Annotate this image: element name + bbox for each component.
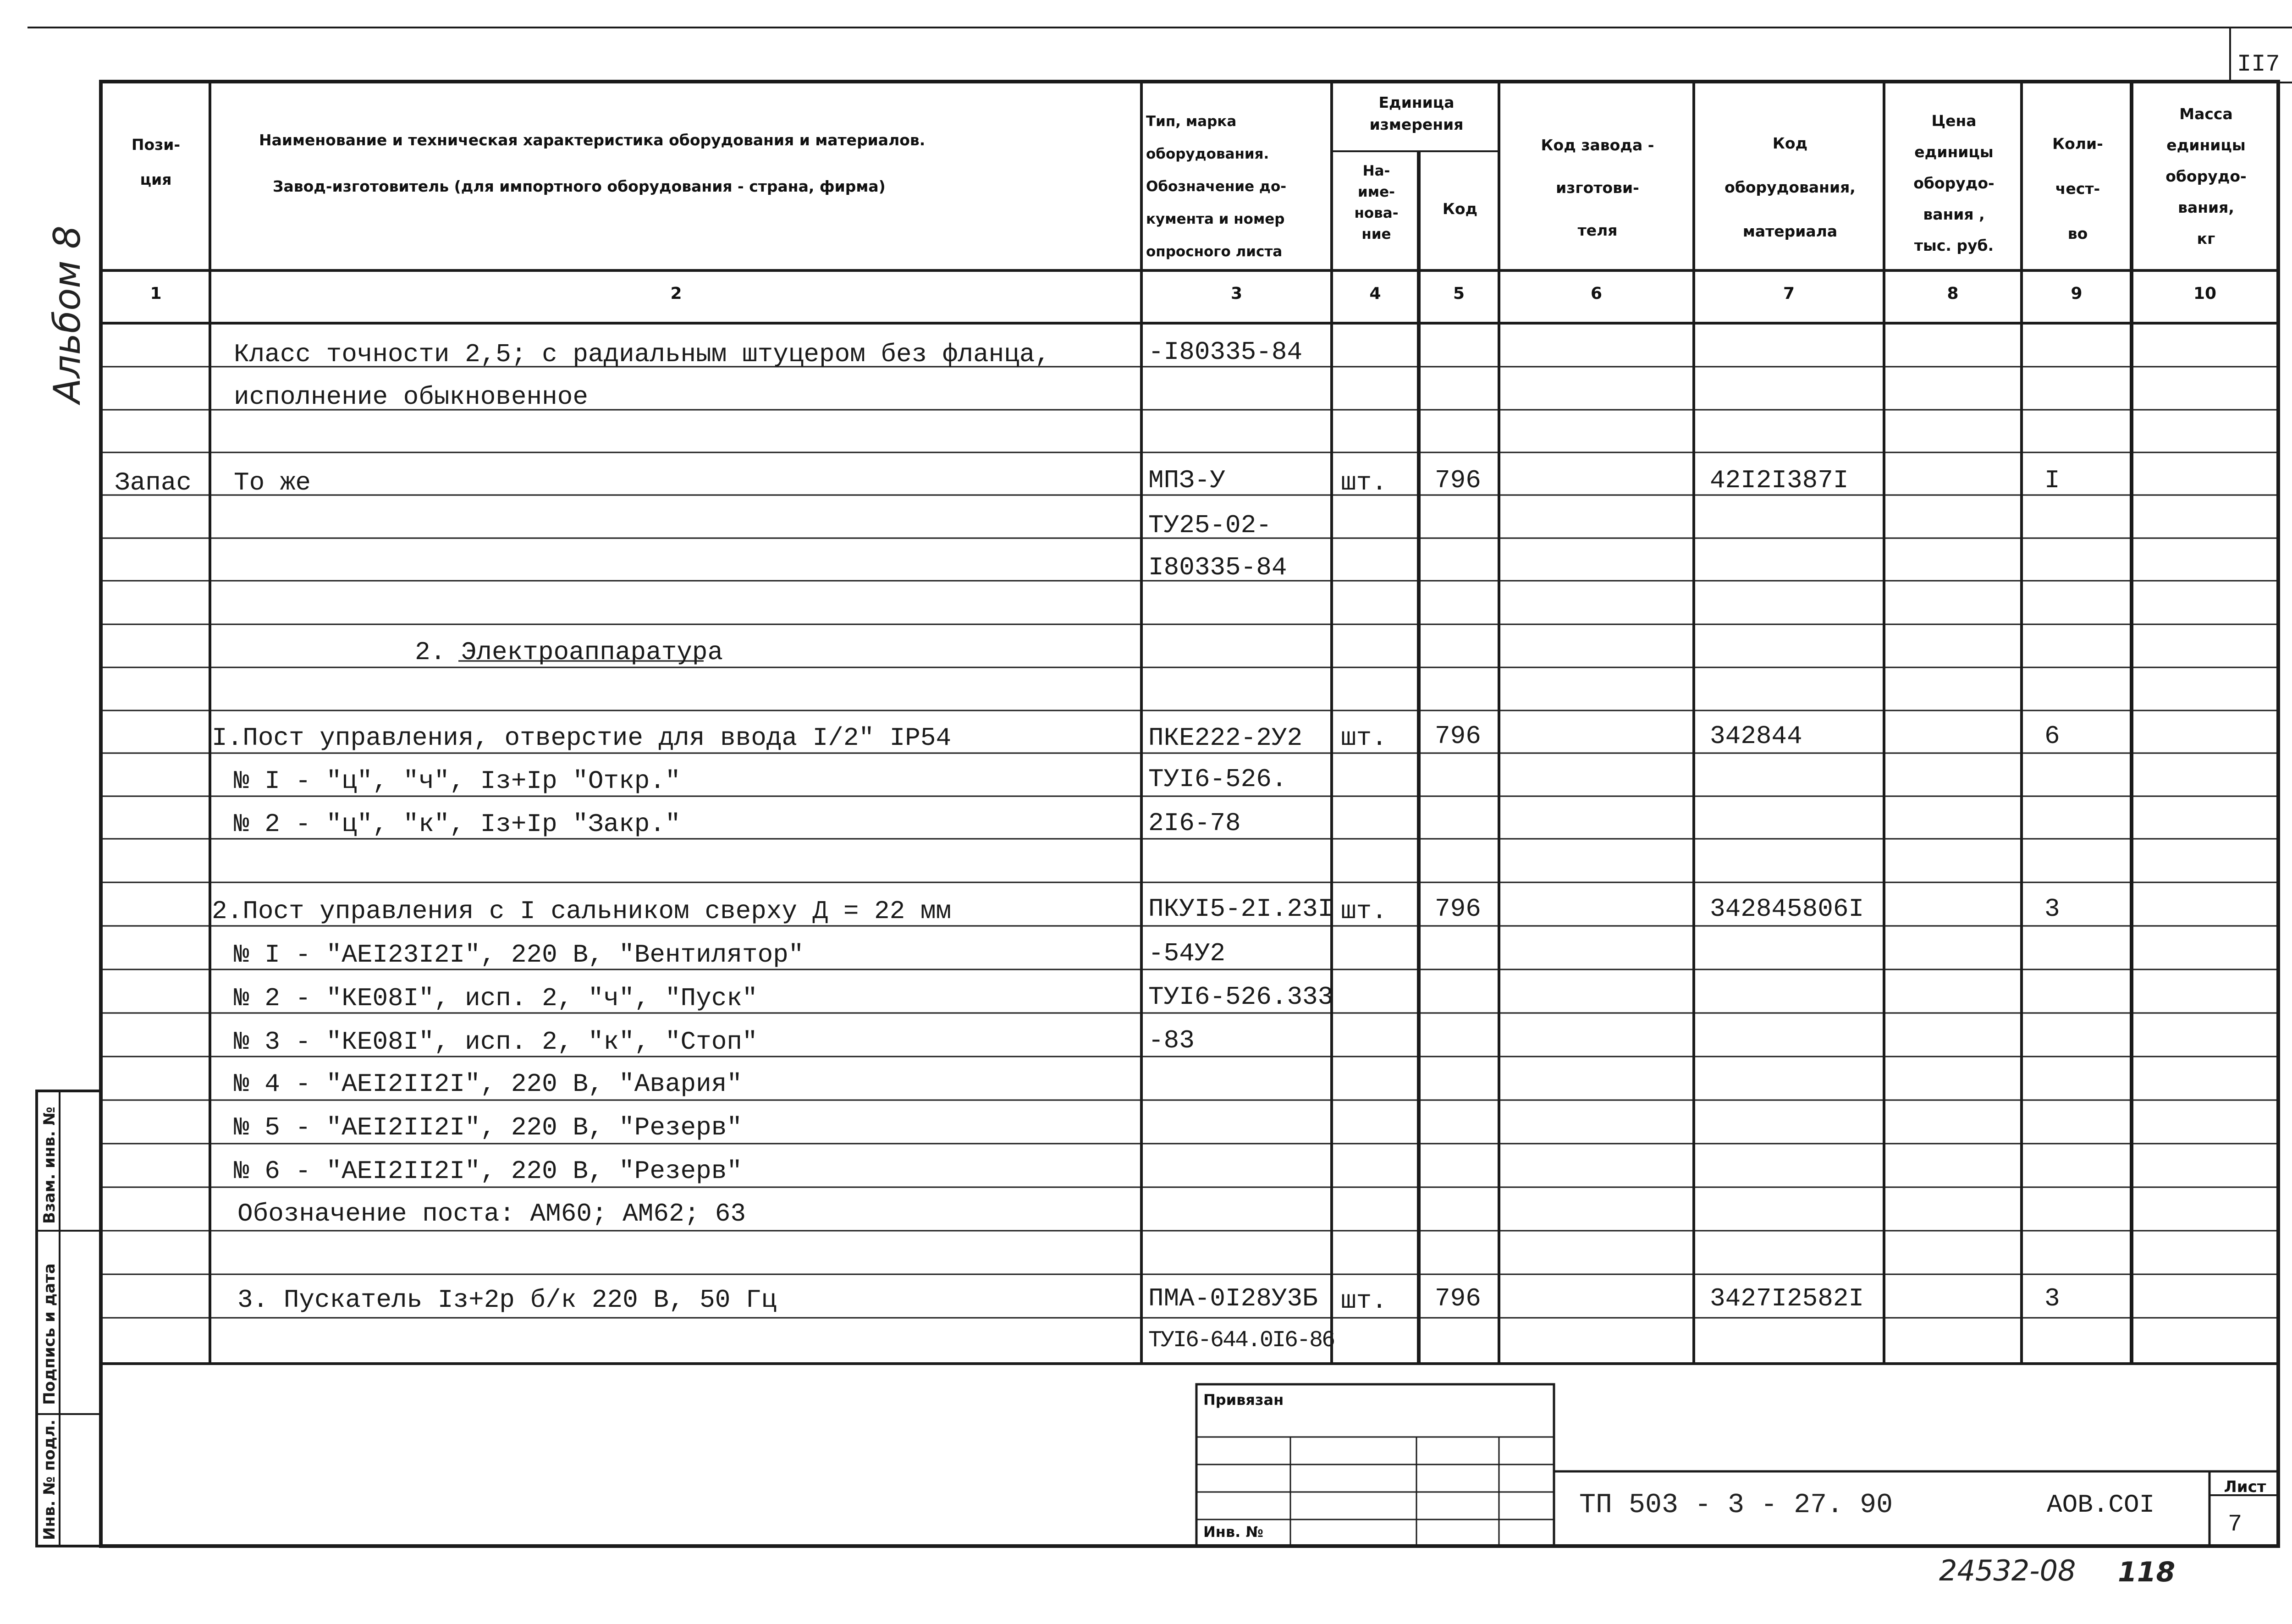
row-unit: шт. — [1341, 468, 1387, 497]
row-type: -54У2 — [1148, 939, 1226, 968]
row-name: 2.Пост управления с I сальником сверху Д = 22 мм — [212, 897, 952, 926]
col-number-2: 2 — [670, 284, 682, 303]
stamp-replacement-inv: Взам. инв. № — [40, 1107, 59, 1224]
row-quantity: 3 — [2044, 894, 2060, 924]
row-equipment-code: 342845806I — [1710, 894, 1864, 924]
col-number-5: 5 — [1453, 284, 1465, 303]
header-unit-code: Код — [1442, 200, 1478, 218]
stamp-inv-original: Инв. № подл. — [40, 1419, 59, 1540]
row-equipment-code: 42I2I387I — [1710, 466, 1849, 495]
row-quantity: I — [2044, 466, 2060, 495]
row-unit: шт. — [1341, 897, 1387, 926]
row-name: Обозначение поста: АМ60; АМ62; 63 — [237, 1199, 746, 1228]
section-heading: 2. Электроаппаратура — [415, 638, 723, 667]
row-type: -83 — [1148, 1026, 1195, 1055]
row-type: ТУI6-526.333 — [1148, 982, 1333, 1012]
row-name: № 6 - "АЕI2II2I", 220 В, "Резерв" — [234, 1156, 742, 1186]
col-number-8: 8 — [1947, 284, 1959, 303]
header-price: Цена единицы оборудо- вания , тыс. руб. — [1913, 112, 1994, 254]
header-plant-code: Код завода - изготови- теля — [1541, 136, 1654, 239]
header-name: Наименование и техническая характеристика оборудования и материалов. Завод-изготовитель (для импортного оборудования - страна, фирма) — [259, 131, 926, 196]
header-position: Пози- ция — [131, 136, 181, 189]
col-number-9: 9 — [2071, 284, 2083, 303]
row-name: Класс точности 2,5; с радиальным штуцером без фланца, — [234, 340, 1051, 369]
stamp-signature-date: Подпись и дата — [40, 1263, 59, 1405]
document-code: ТП 503 - 3 - 27. 90 — [1579, 1490, 1893, 1521]
row-name: То же — [234, 468, 311, 497]
document-mark: АОВ.СОI — [2047, 1490, 2155, 1519]
header-unit-group: Единица измерения — [1369, 94, 1464, 133]
row-name: I.Пост управления, отверстие для ввода I/2" IP54 — [212, 723, 952, 753]
sheet-label: Лист — [2224, 1478, 2266, 1496]
row-equipment-code: 3427I2582I — [1710, 1284, 1864, 1313]
row-name: № 5 - "АЕI2II2I", 220 В, "Резерв" — [234, 1113, 742, 1142]
row-type: ПКУI5-2I.23I — [1148, 894, 1333, 924]
row-type: ТУ25-02- — [1148, 511, 1272, 540]
inv-number-label: Инв. № — [1203, 1523, 1263, 1541]
row-name: № I - "ц", "ч", Iз+Iр "Откр." — [234, 766, 681, 796]
row-quantity: 3 — [2044, 1284, 2060, 1313]
row-type: 2I6-78 — [1148, 809, 1241, 838]
row-type: -I80335-84 — [1148, 337, 1303, 367]
archive-number: 24532-08 — [1939, 1554, 2076, 1587]
row-position: Запас — [115, 468, 192, 497]
row-type: ТУI6-644.0I6-86 — [1148, 1327, 1334, 1354]
row-name: № I - "АЕI23I2I", 220 В, "Вентилятор" — [234, 940, 804, 969]
row-code: 796 — [1435, 894, 1481, 924]
page-handwritten: 118 — [2118, 1556, 2176, 1588]
row-code: 796 — [1435, 721, 1481, 751]
row-type: ПМА-0I28У3Б — [1148, 1284, 1318, 1313]
privyazan-label: Привязан — [1203, 1391, 1284, 1409]
row-unit: шт. — [1341, 1286, 1387, 1316]
header-equipment-code: Код оборудования, материала — [1725, 134, 1856, 240]
sheet-number: 7 — [2228, 1511, 2242, 1538]
row-type: ТУI6-526. — [1148, 765, 1287, 794]
row-name: № 2 - "КЕ08I", исп. 2, "ч", "Пуск" — [234, 984, 758, 1013]
col-number-10: 10 — [2193, 284, 2217, 303]
row-name: исполнение обыкновенное — [234, 382, 588, 412]
col-number-3: 3 — [1230, 284, 1243, 303]
header-unit-name: На- име- нова- ние — [1354, 163, 1399, 242]
col-number-6: 6 — [1590, 284, 1603, 303]
row-type: МПЗ-У — [1148, 466, 1226, 495]
row-type: ПКЕ222-2У2 — [1148, 723, 1303, 753]
row-name: 3. Пускатель Iз+2р б/к 220 В, 50 Гц — [237, 1285, 777, 1315]
row-name: № 2 - "ц", "к", Iз+Iр "Закр." — [234, 809, 681, 839]
header-quantity: Коли- чест- во — [2052, 135, 2103, 242]
row-code: 796 — [1435, 466, 1481, 495]
row-type: I80335-84 — [1148, 553, 1287, 582]
row-unit: шт. — [1341, 723, 1387, 753]
row-quantity: 6 — [2044, 721, 2060, 751]
row-equipment-code: 342844 — [1710, 721, 1802, 751]
header-type: Тип, марка оборудования. Обозначение до- кумента и номер опросного листа — [1146, 113, 1287, 260]
album-label: Альбом 8 — [46, 226, 88, 403]
sheet-page-number: II7 — [2237, 51, 2280, 78]
header-mass: Масса единицы оборудо- вания, кг — [2165, 105, 2247, 248]
col-number-4: 4 — [1369, 284, 1381, 303]
col-number-7: 7 — [1783, 284, 1795, 303]
row-name: № 4 - "АЕI2II2I", 220 В, "Авария" — [234, 1069, 742, 1099]
row-name: № 3 - "КЕ08I", исп. 2, "к", "Стоп" — [234, 1027, 758, 1057]
row-code: 796 — [1435, 1284, 1481, 1313]
col-number-1: 1 — [150, 284, 162, 303]
